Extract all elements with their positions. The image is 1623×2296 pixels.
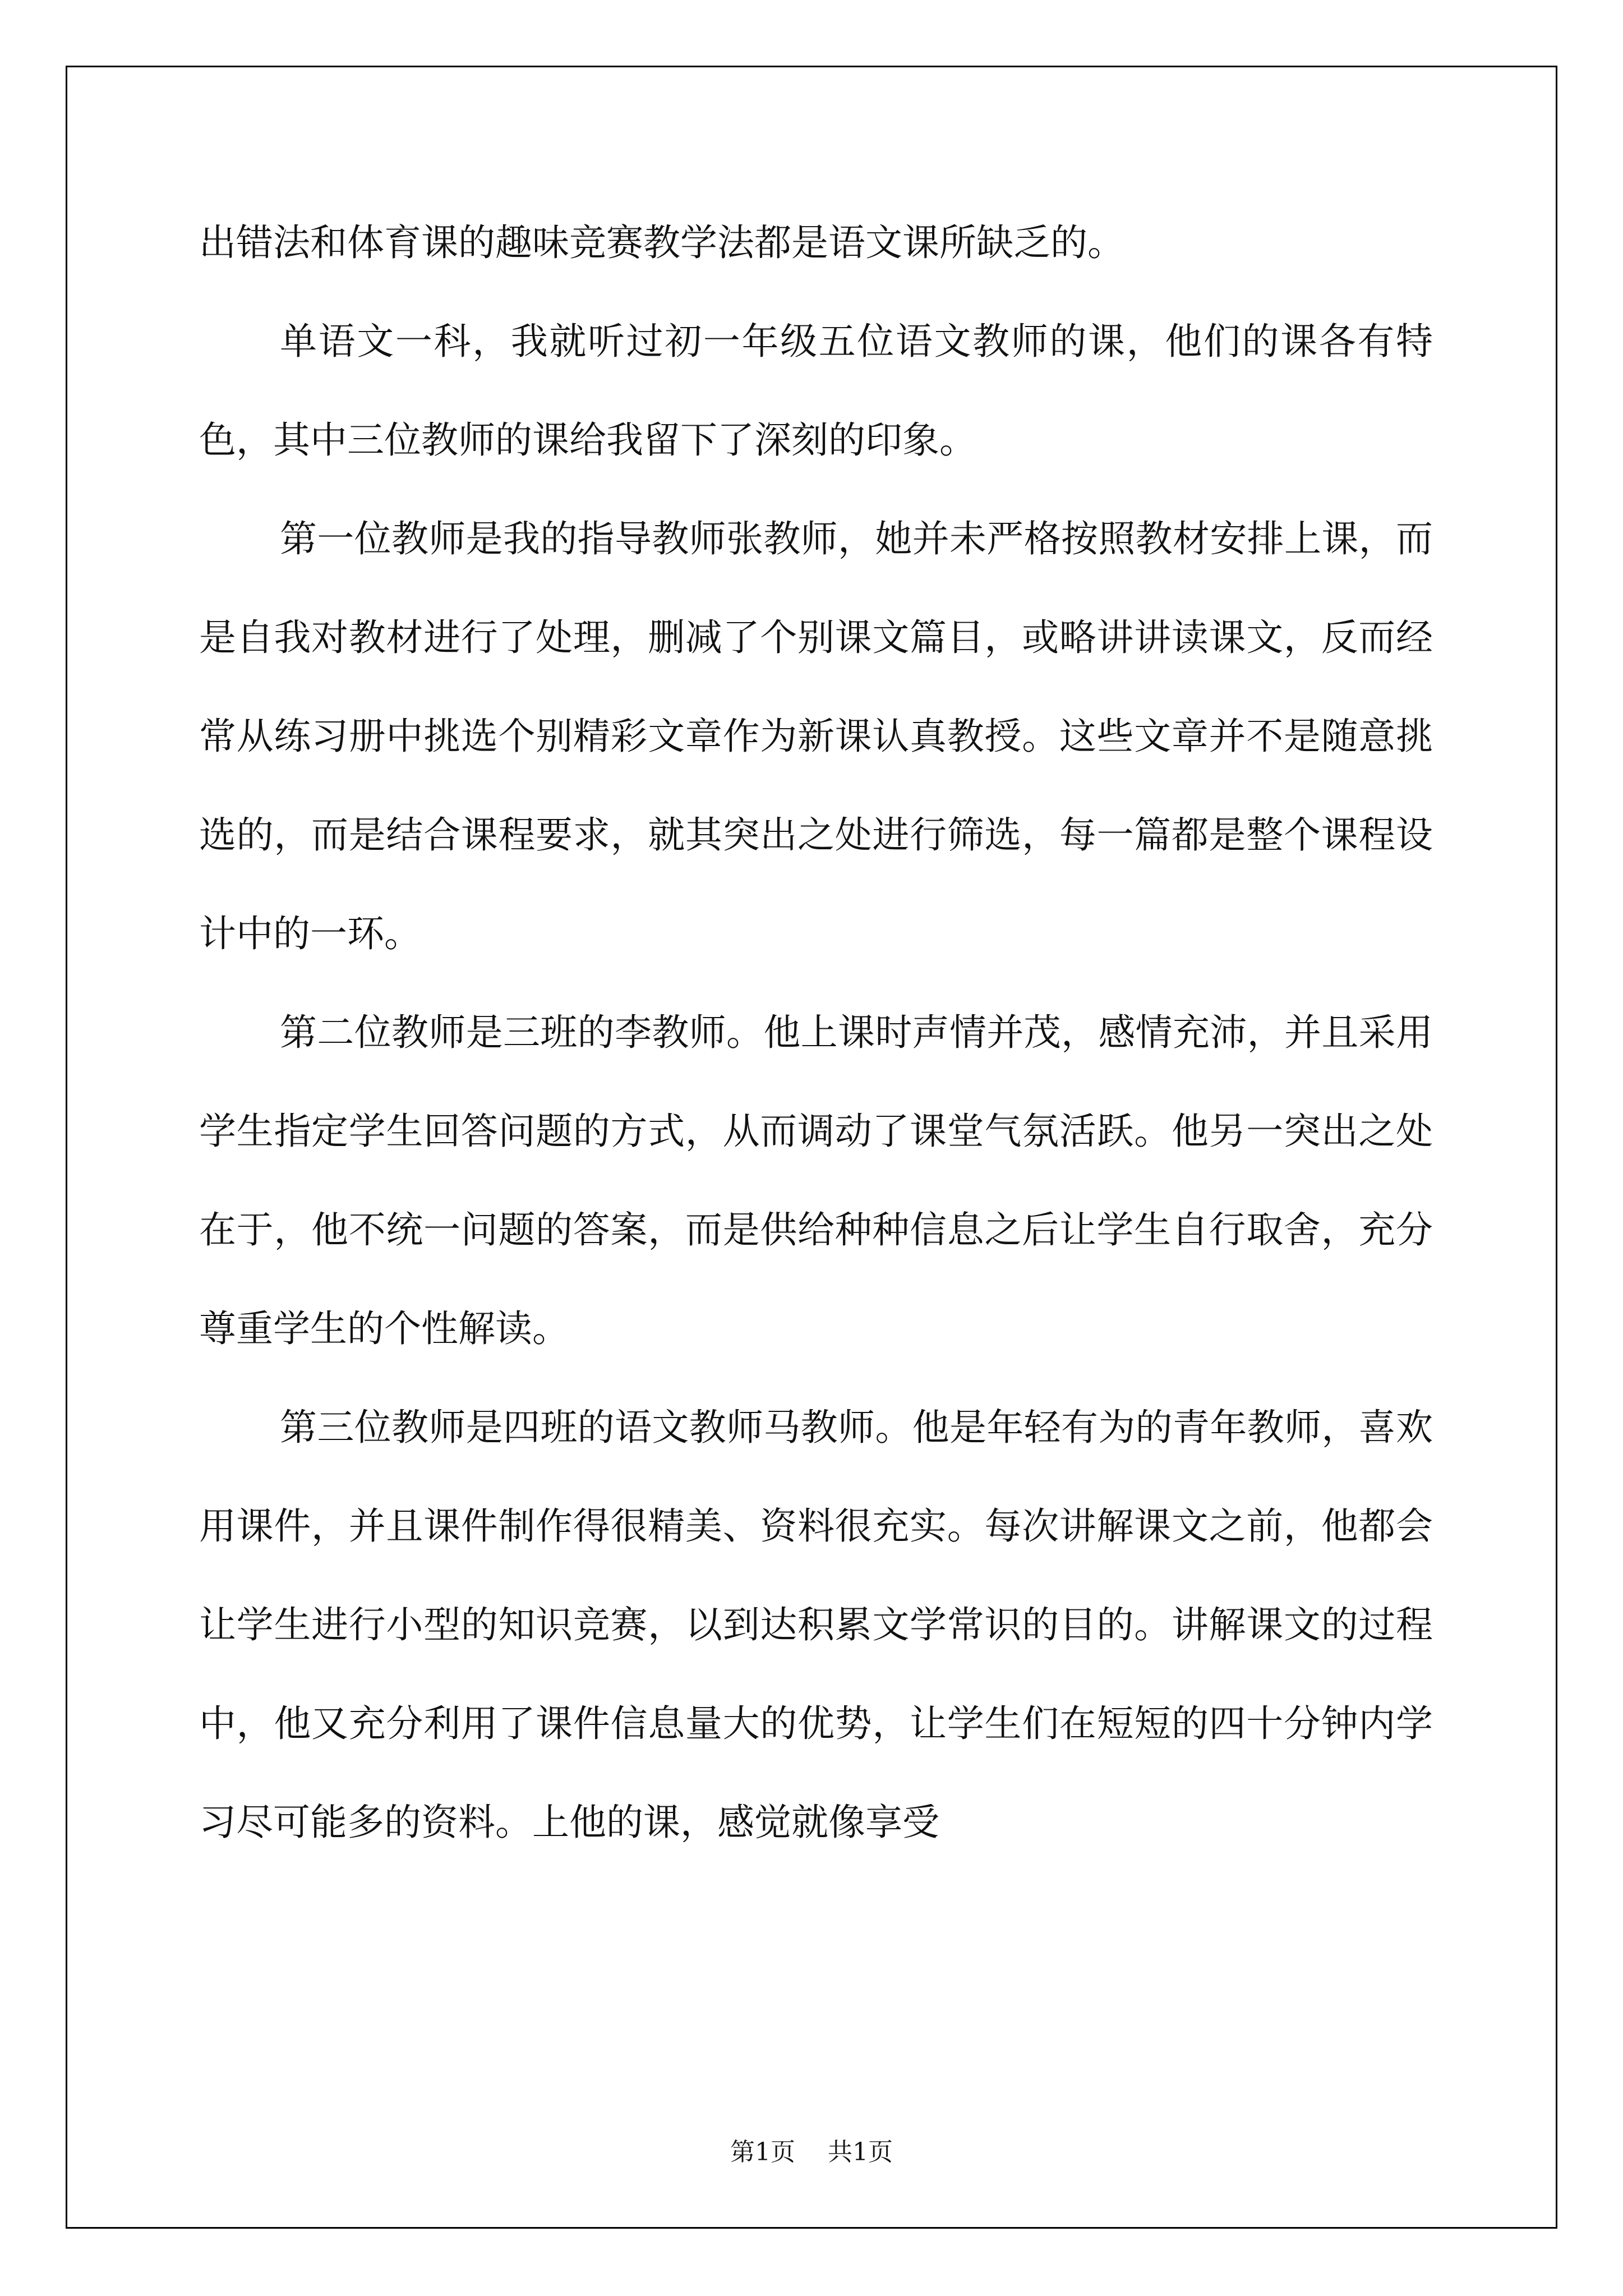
page-footer <box>0 2132 1623 2168</box>
document-body <box>199 194 1433 1872</box>
paragraph-1: 出错法和体育课的趣味竞赛教学法都是语文课所缺乏的。 <box>199 221 1124 264</box>
paragraph-4: 第二位教师是三班的李教师。他上课时声情并茂，感情充沛，并且采用学生指定学生回答问题的方式，从而调动了课堂气氛活跃。他另一突出之处在于，他不统一问题的答案，而是供给种种信息之后让学生自行取舍，充分尊重学生的个性解读。 <box>199 1011 1433 1350</box>
paragraph-2: 单语文一科，我就听过初一年级五位语文教师的课，他们的课各有特色，其中三位教师的课给我留下了深刻的印象。 <box>199 320 1433 462</box>
page-number-total: 共1页 <box>828 2138 893 2166</box>
paragraph-3: 第一位教师是我的指导教师张教师，她并未严格按照教材安排上课，而是自我对教材进行了处理，删减了个别课文篇目，或略讲讲读课文，反而经常从练习册中挑选个别精彩文章作为新课认真教授。这些文章并不是随意挑选的，而是结合课程要求，就其突出之处进行筛选，每一篇都是整个课程设计中的一环。 <box>199 517 1433 955</box>
page-number-current: 第1页 <box>730 2138 795 2166</box>
paragraph-5: 第三位教师是四班的语文教师马教师。他是年轻有为的青年教师，喜欢用课件，并且课件制作得很精美、资料很充实。每次讲解课文之前，他都会让学生进行小型的知识竞赛，以到达积累文学常识的目的。讲解课文的过程中，他又充分利用了课件信息量大的优势，让学生们在短短的四十分钟内学习尽可能多的资料。上他的课，感觉就像享受 <box>199 1406 1433 1844</box>
